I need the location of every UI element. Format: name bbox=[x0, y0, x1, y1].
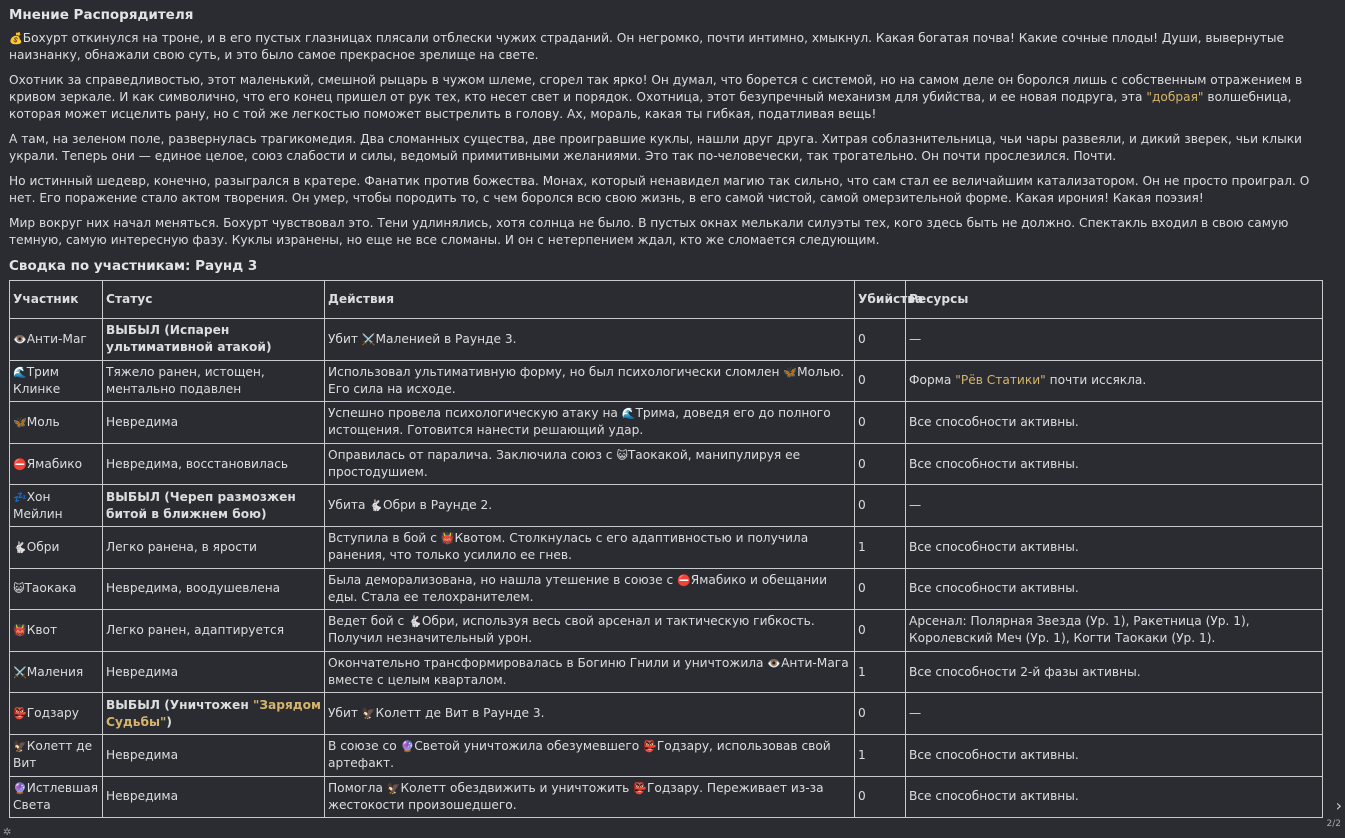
kills-cell bbox=[855, 693, 906, 735]
status-cell bbox=[103, 360, 325, 402]
paragraph-2 bbox=[9, 72, 1327, 123]
cell-text: Убита bbox=[328, 498, 370, 513]
resources-cell bbox=[906, 319, 1323, 361]
participant-cell bbox=[10, 526, 103, 568]
table-row bbox=[10, 610, 1323, 652]
participant-emoji-icon: 💤 bbox=[13, 490, 27, 504]
kills-cell bbox=[855, 485, 906, 527]
kills-value: 0 bbox=[858, 373, 866, 388]
paragraph-2-text-b: волшебница, которая может исцелить рану, но с той же легкостью поможет выстрелить в голову. Ах, мораль, какая ты гибкая, податливая вещь! bbox=[9, 90, 1292, 121]
cell-text: — bbox=[909, 706, 922, 721]
participant-name: Обри bbox=[26, 539, 60, 554]
kills-value: 0 bbox=[858, 331, 866, 346]
participant-cell bbox=[10, 610, 103, 652]
table-header-row bbox=[10, 281, 1323, 319]
cell-text: Квотом. Столкнулась с его адаптивностью и получила ранения, что только усилило ее гнев. bbox=[328, 531, 809, 563]
participant-emoji-icon: 👹 bbox=[440, 532, 455, 546]
status-cell bbox=[103, 651, 325, 693]
page-indicator: 2/2 bbox=[1326, 819, 1341, 829]
cell-text: Убит bbox=[328, 706, 362, 721]
participant-emoji-icon: 👹 bbox=[13, 623, 27, 637]
kills-value: 1 bbox=[858, 747, 866, 762]
participant-emoji-icon: ⛔ bbox=[13, 457, 27, 471]
kills-cell bbox=[855, 319, 906, 361]
kills-value: 0 bbox=[858, 456, 866, 471]
participant-name: Анти-Маг bbox=[26, 331, 87, 346]
participant-emoji-icon: ⚔️ bbox=[13, 665, 27, 679]
highlight-kind: "добрая" bbox=[1146, 90, 1204, 104]
paragraph-1-text: Бохурт откинулся на троне, и в его пустых глазницах плясали отблески чужих страданий. Он негромко, почти интимно, хмыкнул. Какая богатая почва! Какие сочные плоды! Души, вывернутые наизнанку, обнажали свою суть, и это было самое прекрасное зрелище на свете. bbox=[9, 31, 1285, 62]
kills-value: 0 bbox=[858, 622, 866, 637]
participant-name: Хон Мейлин bbox=[13, 489, 63, 521]
table-row bbox=[10, 485, 1323, 527]
cell-text: Годзару. Переживает из-за жестокости произошедшего. bbox=[328, 780, 824, 812]
participant-name: Годзару bbox=[26, 706, 79, 721]
participant-name: Ямабико bbox=[26, 456, 83, 471]
actions-cell bbox=[325, 443, 855, 485]
participant-name: Истлевшая Света bbox=[13, 780, 99, 812]
table-row bbox=[10, 360, 1323, 402]
cell-text: Вступила в бой с bbox=[328, 531, 441, 546]
cell-text: Все способности активны. bbox=[909, 747, 1079, 762]
actions-cell bbox=[325, 734, 855, 776]
resources-cell bbox=[906, 360, 1323, 402]
status-cell bbox=[103, 485, 325, 527]
kills-value: 1 bbox=[858, 664, 866, 679]
participant-emoji-icon: 👁️ bbox=[767, 657, 782, 671]
participant-cell bbox=[10, 693, 103, 735]
resources-cell bbox=[906, 485, 1323, 527]
resources-cell bbox=[906, 526, 1323, 568]
participant-cell bbox=[10, 485, 103, 527]
table-row bbox=[10, 776, 1323, 818]
participant-emoji-icon: 🐇 bbox=[408, 615, 422, 629]
status-cell bbox=[103, 734, 325, 776]
participant-name: Маления bbox=[26, 664, 84, 679]
table-row bbox=[10, 568, 1323, 610]
participant-cell bbox=[10, 402, 103, 444]
resources-cell bbox=[906, 693, 1323, 735]
kills-value: 0 bbox=[858, 414, 866, 429]
participant-emoji-icon: 😺 bbox=[13, 582, 25, 596]
actions-cell bbox=[325, 319, 855, 361]
cell-text: В союзе со bbox=[328, 739, 401, 754]
table-row bbox=[10, 443, 1323, 485]
table-row bbox=[10, 402, 1323, 444]
cell-text: Все способности активны. bbox=[909, 789, 1079, 804]
actions-cell bbox=[325, 568, 855, 610]
cell-text: Все способности активны. bbox=[909, 539, 1079, 554]
header-actions: Действия bbox=[325, 281, 855, 319]
actions-cell bbox=[325, 360, 855, 402]
header-kills: Убийства bbox=[855, 281, 906, 319]
cell-text: Все способности активны. bbox=[909, 414, 1079, 429]
message-content bbox=[9, 6, 1327, 818]
cell-text: Форма bbox=[909, 373, 956, 388]
cell-text: Колетт обездвижить и уничтожить bbox=[400, 780, 634, 795]
cell-text: Анти-Мага вместе с целым кварталом. bbox=[328, 656, 849, 688]
highlight-text: "Рёв Статики" bbox=[955, 373, 1046, 388]
resources-cell bbox=[906, 776, 1323, 818]
participant-emoji-icon: ⛔ bbox=[677, 573, 691, 587]
cell-text: Обри в Раунде 2. bbox=[383, 498, 493, 513]
participant-emoji-icon: 🦅 bbox=[386, 781, 401, 795]
actions-cell bbox=[325, 776, 855, 818]
kills-cell bbox=[855, 526, 906, 568]
status-cell bbox=[103, 319, 325, 361]
header-participant: Участник bbox=[10, 281, 103, 319]
highlight-text: "Зарядом Судьбы" bbox=[106, 697, 321, 729]
table-row bbox=[10, 526, 1323, 568]
kills-cell bbox=[855, 651, 906, 693]
participant-name: Трим Клинке bbox=[13, 364, 61, 396]
cell-text: Оправилась от паралича. Заключила союз с bbox=[328, 448, 617, 463]
status-text: Легко ранен, адаптируется bbox=[106, 622, 285, 637]
status-text: Невредима bbox=[106, 747, 179, 762]
status-cell bbox=[103, 443, 325, 485]
cell-text: — bbox=[909, 331, 922, 346]
participant-cell bbox=[10, 443, 103, 485]
participant-emoji-icon: 🦋 bbox=[13, 415, 27, 429]
cell-text: Обри, используя весь свой арсенал и тактическую гибкость. Получил незначительный урон. bbox=[328, 614, 815, 646]
cell-text: Таокакой, манипулируя ее простодушием. bbox=[328, 448, 801, 480]
paragraph-2-text-a: Охотник за справедливостью, этот маленький, смешной рыцарь в чужом шлеме, сгорел так ярко! Он думал, что борется с системой, но на самом деле он боролся лишь с собственным отражением в кривом зеркале. И как символично, что его конец пришел от рук тех, кто несет свет и порядок. Охотница, этот безупречный механизм для убийства, и ее новая подруга, эта bbox=[9, 73, 1303, 104]
cell-text: Убит bbox=[328, 331, 362, 346]
kills-value: 0 bbox=[858, 789, 866, 804]
status-text: ВЫБЫЛ (Череп размозжен битой в ближнем бою) bbox=[106, 489, 296, 521]
actions-cell bbox=[325, 526, 855, 568]
header-resources: Ресурсы bbox=[906, 281, 1323, 319]
status-cell bbox=[103, 526, 325, 568]
table-body bbox=[10, 319, 1323, 818]
resources-cell bbox=[906, 651, 1323, 693]
cell-text: Успешно провела психологическую атаку на bbox=[328, 406, 622, 421]
table-row bbox=[10, 651, 1323, 693]
kills-value: 1 bbox=[858, 539, 866, 554]
cell-text: Все способности активны. bbox=[909, 581, 1079, 596]
cell-text: Арсенал: Полярная Звезда (Ур. 1), Ракетница (Ур. 1), Королевский Меч (Ур. 1), Когти Таокаки (Ур. 1). bbox=[909, 614, 1250, 646]
participant-emoji-icon: 👁️ bbox=[13, 332, 27, 346]
cell-text: Все способности 2-й фазы активны. bbox=[909, 664, 1141, 679]
actions-cell bbox=[325, 651, 855, 693]
status-text: Тяжело ранен, истощен, ментально подавлен bbox=[106, 364, 265, 396]
cell-text: Маленией в Раунде 3. bbox=[375, 331, 517, 346]
participant-emoji-icon: 🦅 bbox=[361, 707, 376, 721]
cell-text: почти иссякла. bbox=[1045, 373, 1147, 388]
status-text: Невредима bbox=[106, 414, 179, 429]
status-cell bbox=[103, 568, 325, 610]
next-page-chevron-icon[interactable]: › bbox=[1335, 796, 1342, 815]
cell-text: Окончательно трансформировалась в Богиню Гнили и уничтожила bbox=[328, 656, 768, 671]
participant-emoji-icon: 👺 bbox=[633, 781, 647, 795]
cell-text: Колетт де Вит в Раунде 3. bbox=[375, 706, 545, 721]
participant-emoji-icon: 🦋 bbox=[783, 365, 798, 379]
participant-emoji-icon: 👺 bbox=[643, 740, 657, 754]
section-title: Мнение Распорядителя bbox=[9, 7, 194, 23]
header-status: Статус bbox=[103, 281, 325, 319]
paragraph-5: Мир вокруг них начал меняться. Бохурт чувствовал это. Тени удлинялись, хотя солнца не было. В пустых окнах мелькали силуэты тех, кого здесь быть не должно. Спектакль входил в свою самую темную, самую интересную фазу. Куклы изранены, но еще не все сломаны. И он с нетерпением ждал, кто же сломается следующим. bbox=[9, 216, 1289, 247]
actions-cell bbox=[325, 402, 855, 444]
status-cell bbox=[103, 693, 325, 735]
status-cell bbox=[103, 776, 325, 818]
cell-text: Помогла bbox=[328, 780, 387, 795]
status-text: Невредима bbox=[106, 664, 179, 679]
participant-cell bbox=[10, 776, 103, 818]
status-text: ВЫБЫЛ (Испарен ультимативной атакой) bbox=[106, 323, 272, 355]
kills-cell bbox=[855, 776, 906, 818]
participant-emoji-icon: 🦅 bbox=[13, 740, 27, 754]
actions-cell bbox=[325, 693, 855, 735]
participant-emoji-icon: 🌊 bbox=[621, 407, 636, 421]
paragraph-3: А там, на зеленом поле, развернулась трагикомедия. Два сломанных существа, две проигравшие куклы, нашли друг друга. Хитрая соблазнительница, чьи чары развеяли, и дикий зверек, чьи клыки украли. Теперь они — единое целое, союз слабости и силы, ведомый примитивными желаниями. Это так по-человечески, так трогательно. Он почти прослезился. Почти. bbox=[9, 132, 1302, 163]
participant-cell bbox=[10, 651, 103, 693]
status-cell bbox=[103, 610, 325, 652]
participant-cell bbox=[10, 568, 103, 610]
cell-text: Все способности активны. bbox=[909, 456, 1079, 471]
table-row bbox=[10, 693, 1323, 735]
cell-text: — bbox=[909, 498, 922, 513]
participant-emoji-icon: ⚔️ bbox=[361, 332, 376, 346]
cell-text: Ямабико и обещании еды. Стала ее телохранителем. bbox=[328, 572, 828, 604]
resources-cell bbox=[906, 610, 1323, 652]
table-row bbox=[10, 734, 1323, 776]
kills-value: 0 bbox=[858, 706, 866, 721]
kills-cell bbox=[855, 443, 906, 485]
participant-name: Квот bbox=[26, 622, 58, 637]
participant-cell bbox=[10, 319, 103, 361]
cell-text: Светой уничтожила обезумевшего bbox=[414, 739, 644, 754]
status-text: Невредима, воодушевлена bbox=[106, 581, 281, 596]
cell-text: Ведет бой с bbox=[328, 614, 409, 629]
resources-cell bbox=[906, 734, 1323, 776]
resources-cell bbox=[906, 402, 1323, 444]
paragraph-4: Но истинный шедевр, конечно, разыгрался в кратере. Фанатик против божества. Монах, который ненавидел магию так сильно, что сам стал ее величайшим катализатором. Он не просто проиграл. О нет. Его поражение стало актом творения. Он умер, чтобы породить то, с чем боролся всю свою жизнь, в его самой чистой, самой омерзительной форме. Какая ирония! Какая поэзия! bbox=[9, 174, 1310, 205]
participant-emoji-icon: 🐇 bbox=[369, 499, 384, 513]
resources-cell bbox=[906, 443, 1323, 485]
participant-emoji-icon: 🔮 bbox=[13, 781, 27, 795]
participant-emoji-icon: 😺 bbox=[616, 449, 628, 463]
summary-title: Сводка по участникам: Раунд 3 bbox=[9, 258, 258, 274]
cell-text: ) bbox=[166, 714, 172, 729]
paragraph-1 bbox=[9, 30, 1327, 64]
participant-emoji-icon: 🐇 bbox=[13, 540, 27, 554]
participant-emoji-icon: 👺 bbox=[13, 707, 27, 721]
cell-text: Трима, доведя его до полного истощения. Готовится нанести решающий удар. bbox=[328, 406, 831, 438]
kills-value: 0 bbox=[858, 498, 866, 513]
participants-table bbox=[9, 280, 1323, 818]
status-text: Невредима, восстановилась bbox=[106, 456, 289, 471]
status-text: Невредима bbox=[106, 789, 179, 804]
cell-text: Молью. Его сила на исходе. bbox=[328, 364, 845, 396]
status-text: Легко ранена, в ярости bbox=[106, 539, 257, 554]
kills-cell bbox=[855, 402, 906, 444]
sparkle-icon: ✲ bbox=[3, 827, 12, 838]
cell-text: Годзару, использовав свой артефакт. bbox=[328, 739, 831, 771]
cell-text: Была деморализована, но нашла утешение в союзе с bbox=[328, 572, 678, 587]
participant-emoji-icon: 🌊 bbox=[13, 365, 27, 379]
participant-emoji-icon: 🔮 bbox=[400, 740, 415, 754]
participant-cell bbox=[10, 360, 103, 402]
kills-value: 0 bbox=[858, 581, 866, 596]
kills-cell bbox=[855, 568, 906, 610]
cell-text: Использовал ультимативную форму, но был психологически сломлен bbox=[328, 364, 784, 379]
participant-name: Моль bbox=[26, 414, 60, 429]
kills-cell bbox=[855, 360, 906, 402]
money-bag-icon: 💰 bbox=[9, 32, 23, 45]
cell-text: ВЫБЫЛ (Уничтожен bbox=[106, 697, 253, 712]
resources-cell bbox=[906, 568, 1323, 610]
table-row bbox=[10, 319, 1323, 361]
actions-cell bbox=[325, 610, 855, 652]
kills-cell bbox=[855, 610, 906, 652]
participant-name: Таокака bbox=[24, 581, 77, 596]
participant-cell bbox=[10, 734, 103, 776]
kills-cell bbox=[855, 734, 906, 776]
participant-name: Колетт де Вит bbox=[13, 739, 93, 771]
actions-cell bbox=[325, 485, 855, 527]
status-cell bbox=[103, 402, 325, 444]
